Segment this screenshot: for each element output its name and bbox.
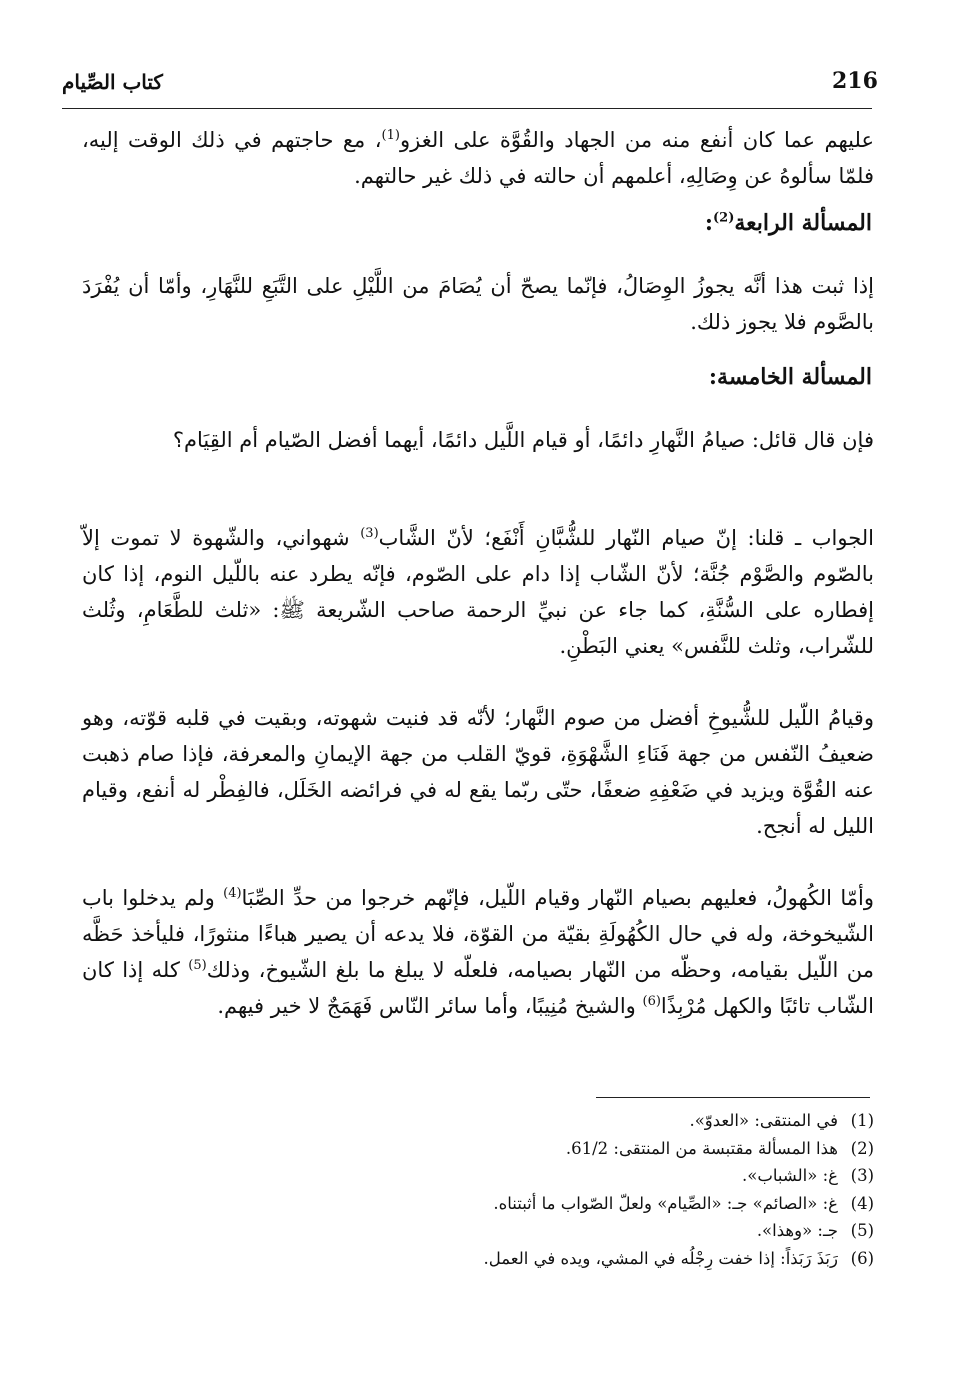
paragraph-2-text: إذا ثبت هذا أنَّه يجوزُ الوِصَالُ، فإنّما يصحّ أن يُصَامَ من اللَّيْلِ على التَّبَعِ للنَّهَارِ، وأمّا أن يُفْرَدَ بالصَّوم فلا يجوز ذلك. (82, 274, 874, 334)
footnote-text: في المنتقى: «العدوّ». (689, 1111, 838, 1130)
paragraph-1-text: عليهم عما كان أنفع منه من الجهاد والقُوَّة على الغزو (399, 128, 874, 152)
footnote-number: (3) (850, 1166, 874, 1185)
footnote-ref-3[interactable]: (3) (360, 526, 379, 541)
footnote-ref-2[interactable]: (2) (713, 210, 735, 226)
footnote-item (430, 1217, 874, 1245)
footnote-text: غ: «الصائم» جـ: «الصِّيام» ولعلّ الصّواب ما أثبتناه. (493, 1193, 838, 1213)
footnote-item (430, 1162, 874, 1190)
footnote-text: رَبَذَ رَبَذاً: إذا خفت رِجْلُه في المشي، ويده في العمل. (483, 1248, 838, 1268)
paragraph-3 (82, 422, 874, 458)
paragraph-6-text: وأمّا الكُهولُ، فعليهم بصيام النّهار وقيام اللّيل، فإنّهم خرجوا من حدِّ الصِّبَا (241, 886, 874, 910)
paragraph-4-text-cont: شهواني، والشّهوة لا تموت إلاّ بالصّوم والصَّوْم جُنَّة؛ لأنّ الشّاب إذا دام على الصّوم، فإنّه يطرد عنه باللّيل النوم، إذا كان إفطاره على السُّنَّةِ، كما جاء عن نبيِّ الرحمة صاحب الشّريعة ﷺ: «ثلث للطَّعَامِ، وثُلث للشّراب، وثلث للنَّفس» يعني البَطْنِ. (82, 526, 874, 658)
section-heading-4-colon: : (704, 210, 714, 236)
footnote-number: (4) (850, 1193, 874, 1213)
paragraph-6 (82, 880, 874, 1024)
footnote-number: (2) (850, 1138, 874, 1158)
paragraph-5-text: وقيامُ اللّيل للشُّيوخِ أفضل من صوم النَّهار؛ لأنّه قد فنيت شهوته، وبقيت في قلبه قوّته، وهو ضعيفُ النّفس من جهة فَنَاءِ الشَّهْوَةِ، قويّ القلب من جهة الإيمانِ والمعرفة، فإذا صام ذهبت عنه القُوَّة ويزيد في ضَعْفِهِ ضعفًا، حتّى ربّما يقع له في فرائضه الخَلَل، فالفِطْر له أنفع، وقيام الليل له أنجح. (82, 706, 874, 838)
header-divider (62, 108, 872, 109)
footnote-ref-5[interactable]: (5) (188, 958, 207, 973)
paragraph-1 (82, 122, 874, 194)
footnote-text: جـ: «وهذا». (756, 1221, 838, 1240)
paragraph-4-text: الجواب ـ قلنا: إنّ صيام النّهار للشُّبَّانِ أَنْفَع؛ لأنّ الشَّاب (378, 526, 874, 550)
footnote-number: (6) (850, 1248, 874, 1268)
section-heading-5: المسألة الخامسة: (708, 364, 872, 390)
paragraph-1-text-cont: ، مع حاجتهم في ذلك الوقت إليه، فلمّا سألوهُ عن وِصَالِهِ، أعلمهم أن حالته في ذلك غير حالتهم. (82, 128, 874, 188)
footnote-item (430, 1245, 874, 1273)
footnote-item (430, 1190, 874, 1218)
paragraph-6-text-cont2: كله إذا كان الشّاب تائبًا والكهل مُرْبِذًا (82, 958, 874, 1018)
footnote-ref-4[interactable]: (4) (223, 886, 242, 901)
footnote-number: (5) (850, 1221, 874, 1240)
paragraph-5 (82, 700, 874, 844)
paragraph-6-text-cont3: والشيخ مُنِيبًا، وأما سائر النّاس فَهَمَجٌ لا خير فيهم. (217, 994, 643, 1018)
footnote-item (430, 1107, 874, 1135)
footnote-text: غ: «الشباب». (742, 1166, 838, 1185)
page-number: 216 (832, 68, 878, 94)
section-heading-4 (705, 210, 872, 236)
book-title: كتاب الصِّيام (62, 70, 163, 94)
page-header (62, 68, 886, 108)
paragraph-2 (82, 268, 874, 340)
paragraph-6-text-cont: ولم يدخلوا باب الشّيخوخة، وله في حال الكُهُولَةِ بقيّة من القوّة، فلا يدعه أن يصير هباءًا منثورًا، فليأخذ حَظَّه من اللّيل بقيامه، وحظّه من النّهار بصيامه، فلعلّه لا يبلغ ما بلغ الشّيوخ، وذلك (82, 886, 875, 982)
footnote-divider (596, 1097, 870, 1098)
footnote-ref-6[interactable]: (6) (642, 994, 661, 1009)
footnote-text: هذا المسألة مقتبسة من المنتقى: 61/2. (565, 1138, 838, 1158)
paragraph-3-text: فإن قال قائل: صيامُ النَّهارِ دائمًا، أو قيام اللَّيل دائمًا، أيهما أفضل الصّيام أم القِيَام؟ (172, 428, 874, 452)
footnote-number: (1) (850, 1111, 874, 1130)
section-heading-4-text: المسألة الرابعة (734, 210, 872, 236)
paragraph-4 (82, 520, 874, 664)
footnotes (430, 1107, 874, 1272)
footnote-ref-1[interactable]: (1) (381, 128, 400, 143)
footnote-item (430, 1135, 874, 1163)
